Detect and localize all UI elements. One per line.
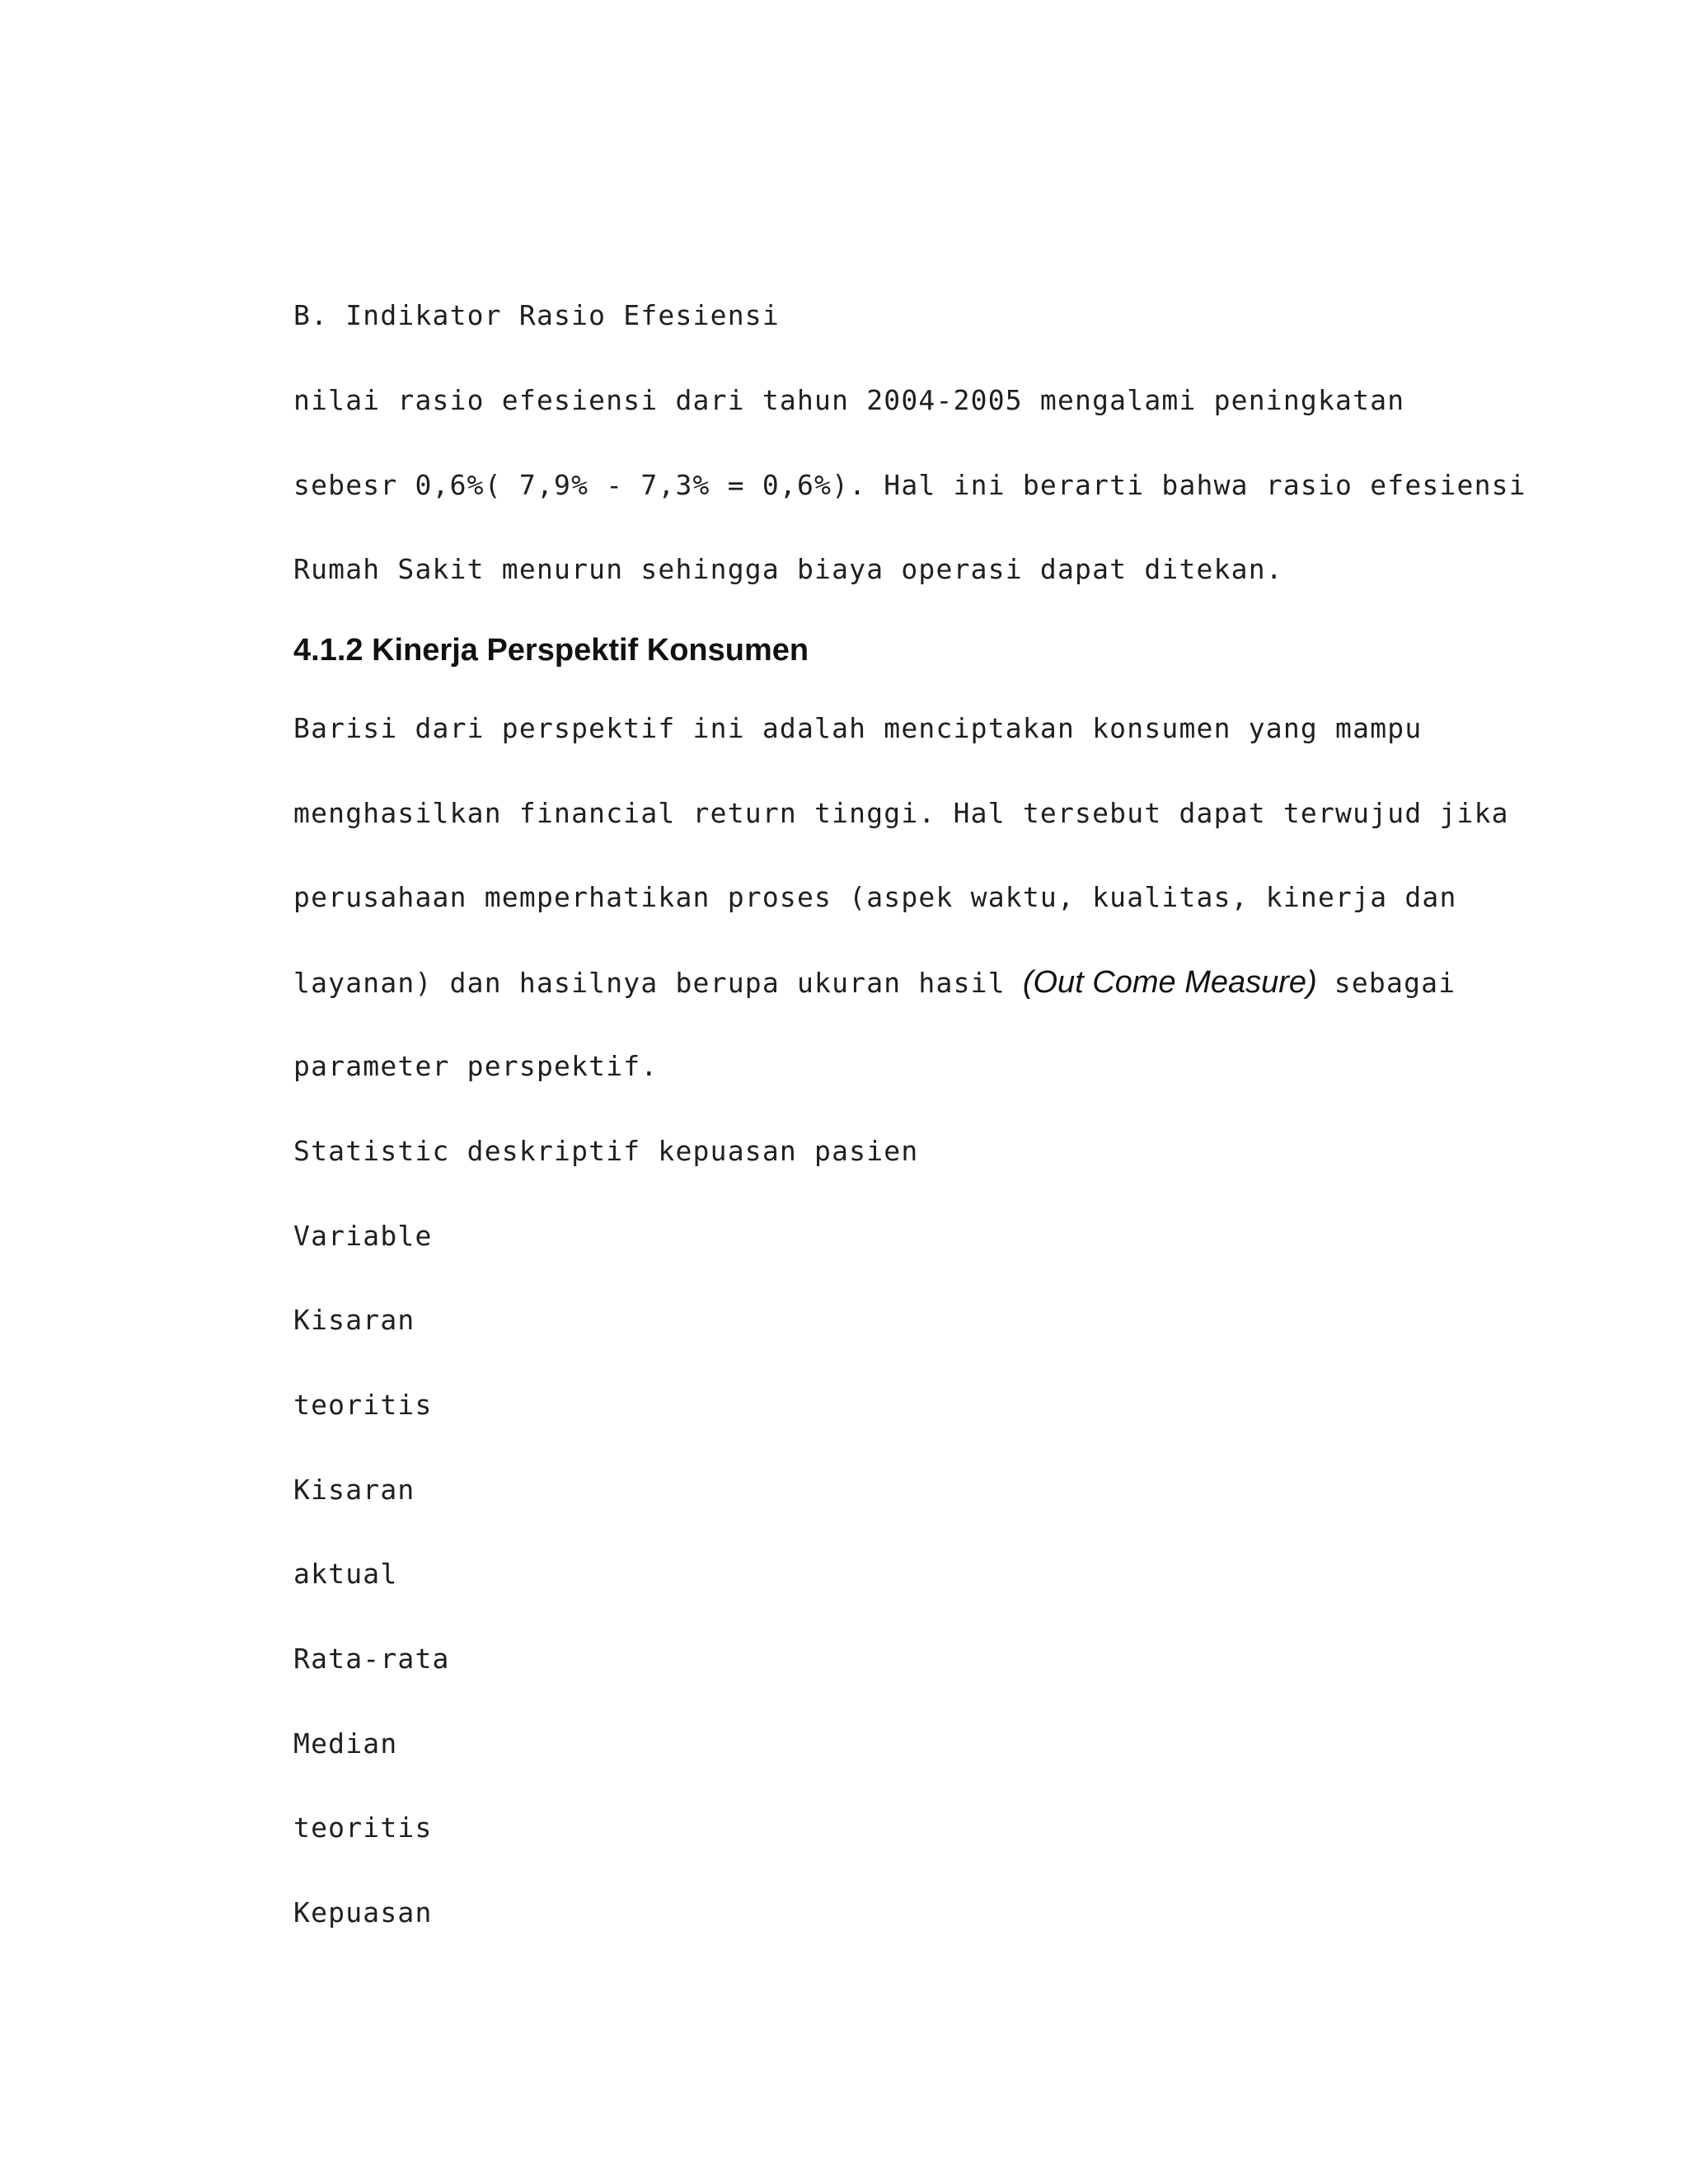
list-item: Variable [293,1220,433,1252]
paragraph-line: parameter perspektif. [293,1050,659,1082]
paragraph-line: perusahaan memperhatikan proses (aspek waktu, kualitas, kinerja dan [293,881,1457,913]
list-item: Rata-rata [293,1643,450,1675]
paragraph-line: nilai rasio efesiensi dari tahun 2004-2005 mengalami peningkatan [293,384,1405,416]
paragraph-line: menghasilkan financial return tinggi. Hal tersebut dapat terwujud jika [293,797,1509,829]
paragraph-line-with-emphasis [293,964,1456,1001]
list-item: Median [293,1727,398,1760]
line-text-end: sebagai [1316,967,1456,999]
list-item: Kisaran [293,1304,415,1336]
list-item: teoritis [293,1811,433,1844]
section-b-title: B. Indikator Rasio Efesiensi [293,299,780,331]
list-item: teoritis [293,1389,433,1421]
list-item: Kisaran [293,1474,415,1506]
list-item: Kepuasan [293,1896,433,1929]
section-heading: 4.1.2 Kinerja Perspektif Konsumen [293,633,809,668]
paragraph-line: Barisi dari perspektif ini adalah menciptakan konsumen yang mampu [293,712,1423,744]
paragraph-line: Rumah Sakit menurun sehingga biaya operasi dapat ditekan. [293,553,1283,585]
emphasis-text: (Out Come Measure) [1022,965,1317,1000]
statistic-caption: Statistic deskriptif kepuasan pasien [293,1135,919,1167]
line-text-start: layanan) dan hasilnya berupa ukuran hasil [293,967,1023,999]
list-item: aktual [293,1558,398,1590]
paragraph-line: sebesr 0,6%( 7,9% - 7,3% = 0,6%). Hal ini berarti bahwa rasio efesiensi [293,469,1526,501]
